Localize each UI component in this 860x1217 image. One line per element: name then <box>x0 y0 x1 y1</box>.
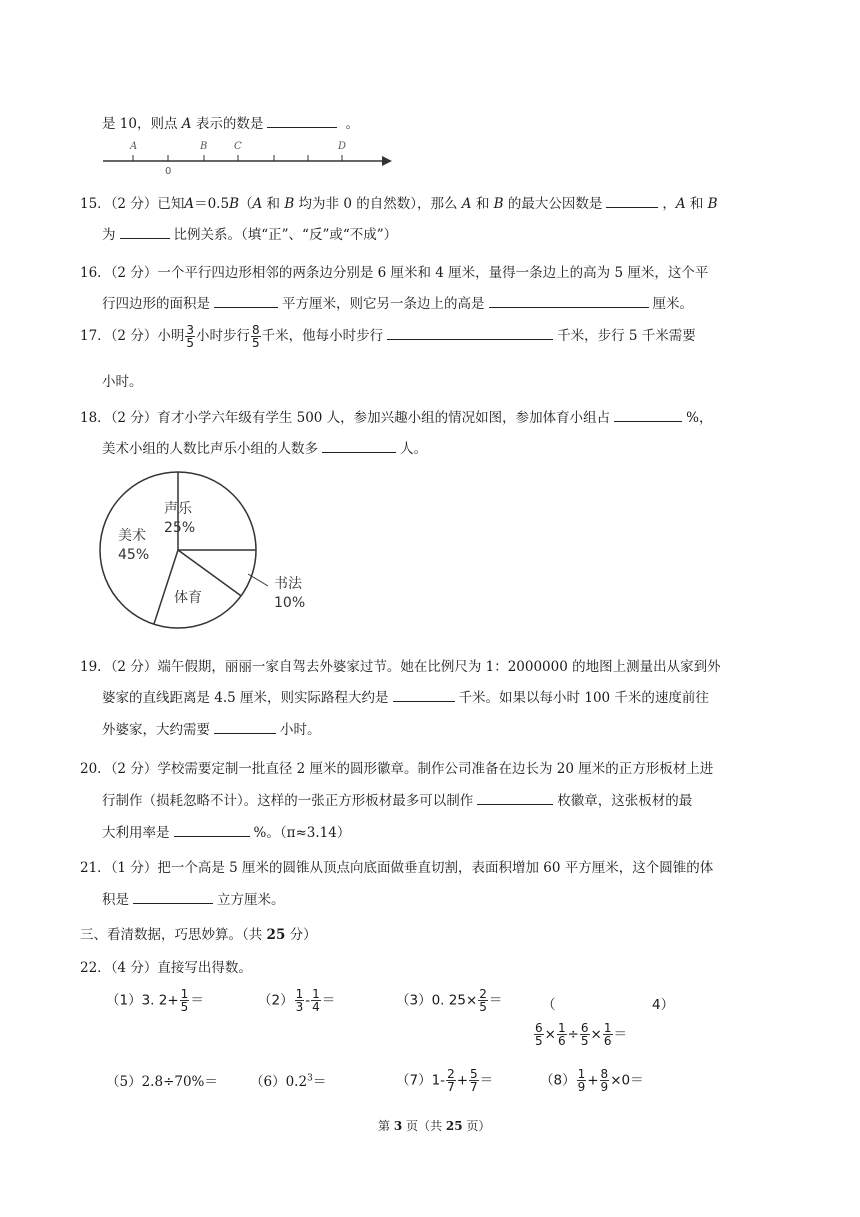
q20-line1: 20．（2 分）学校需要定制一批直径 2 厘米的圆形徽章。制作公司准备在边长为 20 厘米的正方形板材上进 <box>80 761 714 777</box>
answer-blank[interactable] <box>120 226 170 239</box>
q20-line2: 行制作（损耗忽略不计）。这样的一张正方形板材最多可以制作 枚徽章，这张板材的最 <box>102 793 693 809</box>
point-c-label: C <box>234 141 242 152</box>
slice-value-meishu: 45% <box>118 547 150 563</box>
fraction: $\frac{1}{6}$ <box>557 1021 566 1048</box>
fraction: $\frac{5}{7}$ <box>470 1067 478 1094</box>
fraction: $\frac{1}{4}$ <box>312 987 320 1014</box>
q18-line2: 美术小组的人数比声乐小组的人数多 人。 <box>102 441 427 457</box>
fraction: $\frac{3}{5}$ <box>186 323 194 350</box>
calc-item-3: （3）0. 25× $\frac{2}{5}$ ＝ <box>396 987 503 1014</box>
q21-line1: 21．（1 分）把一个高是 5 厘米的圆锥从顶点向底面做垂直切割，表面积增加 60 平方厘米，这个圆锥的体 <box>80 860 714 876</box>
answer-blank[interactable] <box>174 824 250 837</box>
slice-label-shengyue: 声乐 <box>164 501 192 517</box>
answer-blank[interactable] <box>267 115 337 128</box>
calc-item-4-label-b: 4） <box>652 997 675 1013</box>
slice-label-tiyu: 体育 <box>174 590 202 606</box>
answer-blank[interactable] <box>133 891 213 904</box>
slice-label-meishu: 美术 <box>118 528 146 544</box>
answer-blank[interactable] <box>614 409 682 422</box>
q14-line: 是 10，则点 A 表示的数是 。 <box>102 116 360 132</box>
fraction: $\frac{8}{5}$ <box>251 323 260 350</box>
calc-item-4: $\frac{6}{5}$ × $\frac{1}{6}$ ÷ $\frac{6}{5}$ × $\frac{1}{6}$ ＝ <box>535 1021 627 1048</box>
q17-line2: 小时。 <box>102 374 143 390</box>
calc-item-4-label: （ <box>542 997 556 1013</box>
point-d-label: D <box>338 141 347 152</box>
calc-item-2: （2） $\frac{1}{3}$ - $\frac{1}{4}$ ＝ <box>258 987 336 1014</box>
calc-item-5: （5）2.8÷70%＝ <box>106 1074 218 1090</box>
q21-line2: 积是 立方厘米。 <box>102 892 285 908</box>
fraction: $\frac{6}{5}$ <box>535 1021 543 1048</box>
answer-blank[interactable] <box>214 295 278 308</box>
answer-blank[interactable] <box>477 792 553 805</box>
slice-label-shufa: 书法 <box>274 576 302 592</box>
answer-blank[interactable] <box>322 440 396 453</box>
slice-value-shufa: 10% <box>274 595 306 611</box>
q19-line3: 外婆家，大约需要 小时。 <box>102 722 321 738</box>
calc-item-1: （1）3. 2+ $\frac{1}{5}$ ＝ <box>106 987 204 1014</box>
zero-label: 0 <box>165 166 172 177</box>
q15-line2: 为 比例关系。（填“正”、“反”或“不成”） <box>102 227 398 243</box>
point-b-label: B <box>200 141 208 152</box>
number-line <box>100 137 395 177</box>
fraction: $\frac{6}{5}$ <box>580 1021 589 1048</box>
q22-title: 22．（4 分）直接写出得数。 <box>80 960 252 976</box>
q20-line3: 大利用率是 %。（π≈3.14） <box>102 825 351 841</box>
fraction: $\frac{1}{9}$ <box>577 1067 586 1094</box>
calc-item-6: $(6)0.2^3=$ <box>250 1073 327 1090</box>
calc-item-7: （7）1- $\frac{2}{7}$ + $\frac{5}{7}$ ＝ <box>396 1067 494 1094</box>
q19-line2: 婆家的直线距离是 4.5 厘米，则实际路程大约是 千米。如果以每小时 100 千米的速度前往 <box>102 690 709 706</box>
q17-line1: 17．（2 分）小明 $\frac{3}{5}$ 小时步行 $\frac{8}{5}$ 千米，他每小时步行 千米，步行 5 千米需要 <box>80 323 696 350</box>
fraction: $\frac{2}{5}$ <box>479 987 487 1014</box>
answer-blank[interactable] <box>489 295 649 308</box>
fraction: $\frac{1}{3}$ <box>295 987 304 1014</box>
slice-value-shengyue: 25% <box>164 520 196 536</box>
answer-blank[interactable] <box>606 195 658 208</box>
page-footer: 第 3 页（共 25 页） <box>378 1119 491 1133</box>
answer-blank[interactable] <box>214 721 276 734</box>
fraction: $\frac{2}{7}$ <box>447 1067 455 1094</box>
point-a-label: A <box>130 141 138 152</box>
interest-group-pie-chart <box>98 470 318 635</box>
q19-line1: 19．（2 分）端午假期，丽丽一家自驾去外婆家过节。她在比例尺为 1：2000000 的地图上测量出从家到外 <box>80 659 721 675</box>
q15-line1: 15．（2 分）已知A＝0.5B（A 和 B 均为非 0 的自然数），那么 A 和 B 的最大公因数是 ，A 和 B <box>80 196 718 212</box>
q18-line1: 18．（2 分）育才小学六年级有学生 500 人，参加兴趣小组的情况如图，参加体育小组占 %， <box>80 410 713 426</box>
q16-line2: 行四边形的面积是 平方厘米，则它另一条边上的高是 厘米。 <box>102 296 693 312</box>
q16-line1: 16．（2 分）一个平行四边形相邻的两条边分别是 6 厘米和 4 厘米，量得一条边上的高为 5 厘米，这个平 <box>80 265 709 281</box>
answer-blank[interactable] <box>393 689 455 702</box>
fraction: $\frac{8}{9}$ <box>600 1067 609 1094</box>
answer-blank[interactable] <box>387 327 553 340</box>
fraction: $\frac{1}{5}$ <box>180 987 189 1014</box>
fraction: $\frac{1}{6}$ <box>603 1021 612 1048</box>
calc-item-8: （8） $\frac{1}{9}$ + $\frac{8}{9}$ ×0＝ <box>540 1067 644 1094</box>
section-heading: 三、看清数据，巧思妙算。（共 25 分） <box>80 927 317 943</box>
